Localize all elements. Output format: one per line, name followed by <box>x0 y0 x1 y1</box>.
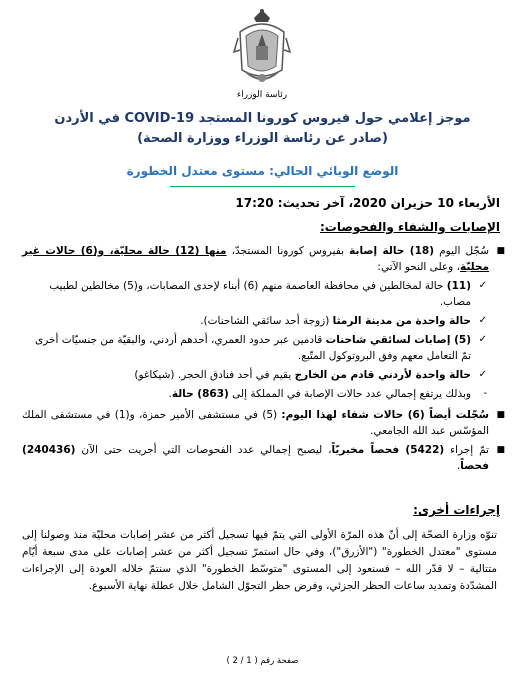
status-underline <box>170 186 355 187</box>
square-bullet-icon: ■ <box>496 246 505 256</box>
emblem-caption: رئاسة الوزراء <box>236 90 288 100</box>
section-infections-heading: الإصابات والشفاء والفحوصات: <box>320 220 500 234</box>
infections-section <box>22 243 507 477</box>
dash-bullet-icon: - <box>483 388 487 399</box>
bullet-new-cases: ■ سُجّل اليوم (18) حالة إصابة بفيروس كورونا المستجدّ، منها (12) حالة محليّة، و(6) حالات غير محليّة، وعلى النحو الآتي: <box>22 245 505 273</box>
document-title: موجز إعلامي حول فيروس كورونا المستجد COVID-19 في الأردن <box>54 111 471 126</box>
checkmark-icon: ✓ <box>478 334 487 345</box>
epidemic-status: الوضع الوبائي الحالي: مستوى معتدل الخطورة <box>126 164 399 178</box>
total-cases-line: - وبذلك يرتفع إجمالي عدد حالات الإصابة في المملكة إلى (863) حالة. <box>168 388 487 400</box>
sub-item-ramtha: ✓ حالة واحدة من مدينة الرمثا (زوجة أحد سائقي الشاحنات). <box>200 315 487 327</box>
square-bullet-icon: ■ <box>496 445 505 455</box>
square-bullet-icon: ■ <box>496 410 505 420</box>
bullet-tests: ■ تمّ إجراء (5422) فحصاً مخبريّاً، ليصبح إجمالي عدد الفحوصات التي أجريت حتى الآن (240436) فحصاً. <box>22 444 505 472</box>
ministry-notice-paragraph: تنوّه وزارة الصحّة إلى أنّ هذه المرّة الأولى التي يتمّ فيها تسجيل أكثر من عشر إصابات محليّة منذ وصولنا إلى مستوى "معتدل الخطورة" ("الأزرق")، وفي حال استمرّ تسجيل أكثر من عشر إصابات على مدى سبعة أيّام متتالية – لا قدّر الله – فسنعود إلى المستوى "متوسّط الخطورة" الذي سنتمّ خلاله العودة إلى الإجراءات المشدّدة وتمديد ساعات الحظر الجزئي، وفرض حظر التجوّل الشامل خلال عطلة نهاية الأسبوع. <box>22 529 497 592</box>
checkmark-icon: ✓ <box>478 315 487 326</box>
section-other-measures-heading: إجراءات أخرى: <box>413 503 500 517</box>
sub-item-traveler: ✓ حالة واحدة لأردني قادم من الخارج يقيم في أحد فنادق الحجر. (شيكاغو) <box>134 369 487 381</box>
date-update-line: الأربعاء 10 حزيران 2020، آخر تحديث: 17:20 <box>235 196 500 210</box>
document-subtitle: (صادر عن رئاسة الوزراء ووزارة الصحة) <box>137 131 388 146</box>
bullet-recoveries: ■ سُجّلت أيضاً (6) حالات شفاء لهذا اليوم: (5) في مستشفى الأمير حمزة، و(1) في مستشفى الملك المؤسّس عبد الله الجامعي. <box>22 409 505 437</box>
sub-item-truck-drivers: ✓ (5) إصابات لسائقي شاحنات قادمين عبر حدود العمري، أحدهم أردني، والبقيّة من جنسيّات أخرى تمّ التعامل معهم وفق البروتوكول المتّبع. <box>35 334 487 362</box>
page-number: صفحة رقم ( 1 / 2 ) <box>226 656 299 666</box>
sub-item-contacts: ✓ (11) حالة لمخالطين في محافظة العاصمة منهم (6) أبناء لإحدى المصابات، و(5) مخالطين لطبيب مصاب. <box>49 280 487 308</box>
checkmark-icon: ✓ <box>478 280 487 291</box>
checkmark-icon: ✓ <box>478 369 487 380</box>
jordan-coat-of-arms-icon <box>232 8 292 88</box>
